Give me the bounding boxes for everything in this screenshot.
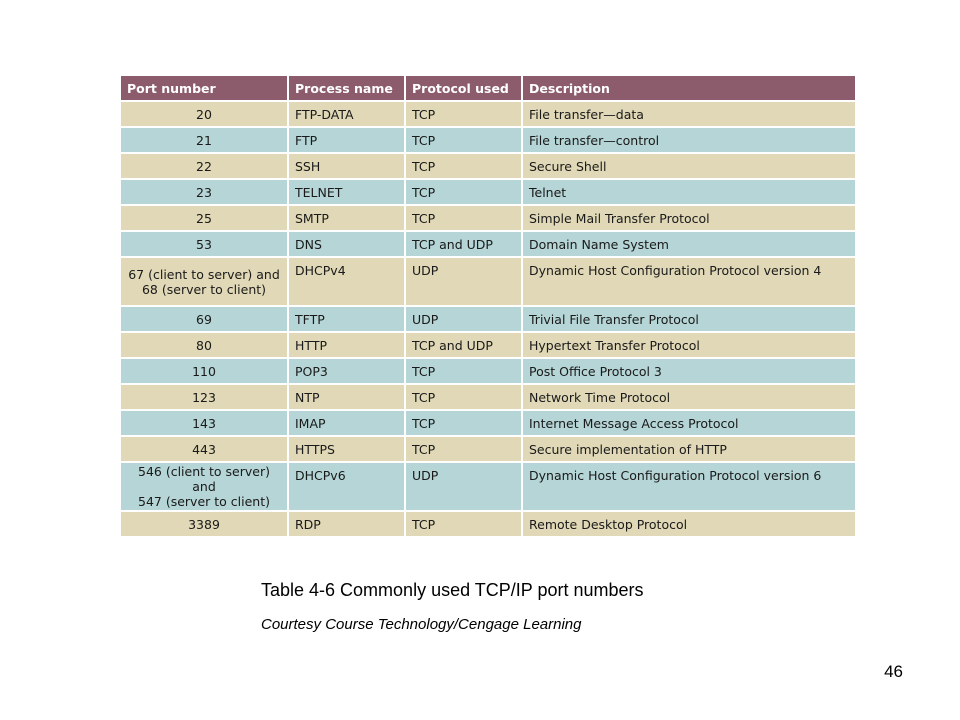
table-row (120, 127, 856, 153)
header-protocol-used: Protocol used (405, 75, 522, 101)
description-cell: File transfer—data (522, 101, 856, 127)
description-cell: Hypertext Transfer Protocol (522, 332, 856, 358)
description-cell: Network Time Protocol (522, 384, 856, 410)
table-row (120, 101, 856, 127)
description-cell: Domain Name System (522, 231, 856, 257)
protocol-cell: TCP (405, 358, 522, 384)
protocol-cell: UDP (405, 306, 522, 332)
protocol-cell: UDP (405, 257, 522, 306)
process-cell: RDP (288, 511, 405, 537)
process-cell: TFTP (288, 306, 405, 332)
port-line: 68 (server to client) (141, 281, 267, 297)
table-row (120, 436, 856, 462)
table-row (120, 306, 856, 332)
protocol-cell: TCP (405, 436, 522, 462)
protocol-cell: TCP (405, 410, 522, 436)
description-cell: Remote Desktop Protocol (522, 511, 856, 537)
protocol-cell: TCP (405, 127, 522, 153)
table-row (120, 153, 856, 179)
table-caption: Table 4-6 Commonly used TCP/IP port numbers (261, 580, 644, 600)
description-cell: Trivial File Transfer Protocol (522, 306, 856, 332)
table-row (120, 231, 856, 257)
process-cell: DNS (288, 231, 405, 257)
description-cell: Post Office Protocol 3 (522, 358, 856, 384)
description-cell: Dynamic Host Configuration Protocol version 4 (522, 257, 856, 306)
port-cell: 123 (120, 384, 288, 410)
header-process-name: Process name (288, 75, 405, 101)
port-cell: 3389 (120, 511, 288, 537)
header-port-number: Port number (120, 75, 288, 101)
description-cell: Simple Mail Transfer Protocol (522, 205, 856, 231)
port-cell: 69 (120, 306, 288, 332)
process-cell: POP3 (288, 358, 405, 384)
port-numbers-table (119, 74, 857, 538)
process-cell: DHCPv4 (288, 257, 405, 306)
protocol-cell: TCP (405, 179, 522, 205)
process-cell: IMAP (288, 410, 405, 436)
table-row (120, 462, 856, 511)
description-cell: Telnet (522, 179, 856, 205)
port-cell: 25 (120, 205, 288, 231)
table-row (120, 410, 856, 436)
courtesy-credit: Courtesy Course Technology/Cengage Learning (261, 616, 582, 633)
table-row (120, 179, 856, 205)
description-cell: Secure Shell (522, 153, 856, 179)
description-cell: Dynamic Host Configuration Protocol version 6 (522, 462, 856, 511)
table-header-row (120, 75, 856, 101)
port-cell: 21 (120, 127, 288, 153)
port-cell: 20 (120, 101, 288, 127)
table-row (120, 332, 856, 358)
process-cell: HTTP (288, 332, 405, 358)
port-cell (120, 462, 288, 511)
port-cell: 143 (120, 410, 288, 436)
port-cell: 53 (120, 231, 288, 257)
table-row (120, 358, 856, 384)
description-cell: Internet Message Access Protocol (522, 410, 856, 436)
port-line: 67 (client to server) and (128, 266, 280, 282)
protocol-cell: UDP (405, 462, 522, 511)
protocol-cell: TCP and UDP (405, 332, 522, 358)
port-cell: 80 (120, 332, 288, 358)
protocol-cell: TCP (405, 511, 522, 537)
protocol-cell: TCP (405, 101, 522, 127)
process-cell: SMTP (288, 205, 405, 231)
port-line: 546 (client to server) and (138, 464, 270, 494)
process-cell: FTP-DATA (288, 101, 405, 127)
protocol-cell: TCP (405, 153, 522, 179)
description-cell: Secure implementation of HTTP (522, 436, 856, 462)
process-cell: HTTPS (288, 436, 405, 462)
port-cell: 443 (120, 436, 288, 462)
port-cell (120, 257, 288, 306)
table-row (120, 384, 856, 410)
page-number: 46 (884, 662, 903, 681)
process-cell: SSH (288, 153, 405, 179)
process-cell: FTP (288, 127, 405, 153)
port-line: 547 (server to client) (138, 494, 270, 509)
table-row (120, 511, 856, 537)
protocol-cell: TCP (405, 205, 522, 231)
table-row (120, 205, 856, 231)
port-cell: 22 (120, 153, 288, 179)
process-cell: TELNET (288, 179, 405, 205)
process-cell: DHCPv6 (288, 462, 405, 511)
header-description: Description (522, 75, 856, 101)
port-cell: 23 (120, 179, 288, 205)
port-cell: 110 (120, 358, 288, 384)
table-row (120, 257, 856, 306)
protocol-cell: TCP (405, 384, 522, 410)
description-cell: File transfer—control (522, 127, 856, 153)
protocol-cell: TCP and UDP (405, 231, 522, 257)
process-cell: NTP (288, 384, 405, 410)
